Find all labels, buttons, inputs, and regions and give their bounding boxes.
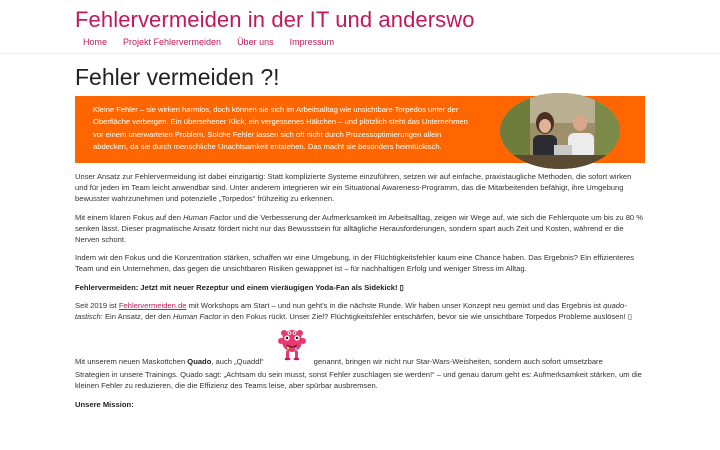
nav-item-impressum[interactable]: Impressum (289, 37, 335, 47)
banner-text: Kleine Fehler – sie wirken harmlos, doch können sie sich im Arbeitsalltag wie unsichtbare Torpedos unter der Oberfläche verbergen. Ein übersehener Klick, ein vergessenes Häkchen – und plötzlich steht das Unternehmen vor einem unerwarteten Problem. Solche Fehler lassen sich oft nicht durch Prozessoptimierungen allein abdecken, da sie durch menschliche Unachtsamkeit entstehen. Das macht sie besonders heimtückisch. (93, 105, 468, 151)
paragraph-focus: Indem wir den Fokus und die Konzentration stärken, schaffen wir eine Umgebung, in der Flüchtigkeitsfehler kaum eine Chance haben. Das Ergebnis? Ein effizienteres Team und ein Unternehmen, das gegen die unsichtbaren Risiken gewappnet ist – für nachhaltigen Erfolg und weniger Stress im Alltag. (75, 253, 635, 274)
team-photo (500, 93, 620, 169)
paragraph-approach: Unser Ansatz zur Fehlervermeidung ist dabei einzigartig: Statt komplizierte Systeme einzuführen, setzen wir auf einfache, praxistaugliche Methoden, die sofort wirken und für jeden im Team leicht anwendbar sind. Unter anderem integrieren wir ein Situational Awareness-Programm, das die Mitarbeitenden befähigt, ihre Umgebung bewusster wahrzunehmen und potenzielle „Torpedos“ frühzeitig zu erkennen. (75, 172, 632, 204)
quado-intro (75, 356, 603, 367)
quado-name: Quado (187, 357, 212, 367)
paragraph-human-factor (75, 212, 645, 246)
nav-item-projekt[interactable]: Projekt Fehlervermeiden (123, 37, 222, 47)
p5-text-a: Seit 2019 ist (75, 300, 119, 310)
quado-text-b: , auch „Quaddl“ (211, 357, 264, 367)
main-content (75, 171, 645, 417)
p5-text-d: in den Fokus rückt. Unser Ziel? Flüchtigkeitsfehler entschärfen, bevor sie wie unsichtbare Torpedos Probleme auslösen! (221, 312, 628, 322)
page-title: Fehler vermeiden ?! (75, 64, 280, 90)
header-divider (0, 53, 720, 54)
emoji-placeholder-icon: ▯ (399, 282, 404, 292)
quado-row (75, 329, 645, 369)
p2-em: Human Factor (183, 212, 232, 222)
site-title[interactable]: Fehlervermeiden in der IT und anderswo (75, 7, 475, 32)
p5-text-b: mit Workshops am Start – und nun geht's in die nächste Runde. Wir haben unser Konzept neu gemixt und das Ergebnis ist (186, 300, 604, 310)
nav-item-ueber-uns[interactable]: Über uns (237, 37, 274, 47)
p4-bold-text: Fehlervermeiden: Jetzt mit neuer Rezeptur und einem vieräugigen Yoda-Fan als Sidekick! (75, 282, 400, 292)
quado-text-a: Mit unserem neuen Maskottchen (75, 357, 188, 367)
paragraph-new-recipe (75, 282, 645, 293)
p5-em-quado: quado-tastisch (75, 300, 627, 322)
intro-banner (75, 96, 645, 163)
p2-text-b: und die Verbesserung der Aufmerksamkeit im Arbeitsalltag, zeigen wir Wege auf, wie sich die Fehlerquote um bis zu 80 % senken lässt. Dieser pragmatische Ansatz fördert nicht nur das Bewusstsein für alltägliche Herausforderungen, sondern spart auch Zeit und Kosten, während er die Nerven schont. (75, 212, 644, 245)
main-nav (75, 37, 342, 47)
quado-mascot-icon (275, 321, 309, 361)
paragraph-strategies: Strategien in unsere Trainings. Quado sagt: „Achtsam du sein musst, sonst Fehler zuschlagen sie werden!“ – und genau darum geht es: Aufmerksamkeit stärken, um die kleinen Fehler zu reduzieren, die die Effizienz des Teams leise, aber spürbar ausbremsen. (75, 370, 642, 391)
p5-text-c: : Ein Ansatz, der den (100, 312, 173, 322)
paragraph-since-2019 (75, 300, 645, 322)
quado-text-after: genannt, bringen wir nicht nur Star-Wars-Weisheiten, sondern auch sofort umsetzbare (313, 357, 603, 367)
mission-heading: Unsere Mission: (75, 399, 134, 409)
p2-text-a: Mit einem klaren Fokus auf den (75, 212, 184, 222)
nav-item-home[interactable]: Home (83, 37, 108, 47)
p5-em-human: Human Factor (172, 312, 222, 322)
fehlervermeiden-link[interactable]: Fehlervermeiden.de (118, 300, 187, 310)
emoji-placeholder-icon-2: ▯ (627, 312, 633, 322)
team-photo-image (500, 93, 620, 169)
